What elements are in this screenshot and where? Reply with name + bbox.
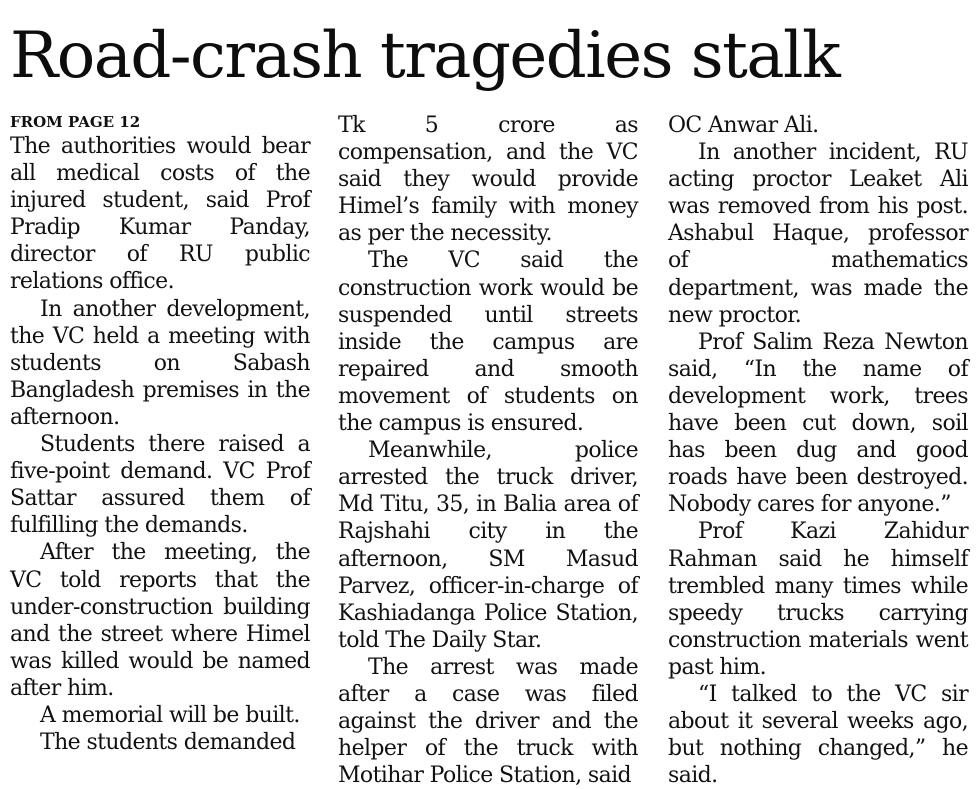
paragraph: Prof Salim Reza Newton said, “In the name of development work, trees have been cut down, soil has been dug and good roads have been destroyed. Nobody cares for anyone.” bbox=[668, 329, 968, 518]
paragraph: A memorial will be built. bbox=[40, 702, 300, 728]
article-column-3 bbox=[668, 112, 968, 789]
paragraph: In another incident, RU acting proctor Leaket Ali was removed from his post. Ashabul Haque, professor of mathematics department, was made the new proctor. bbox=[668, 140, 968, 328]
paragraph: Tk 5 crore as compensation, and the VC said they would provide Himel’s family with money as per the necessity. bbox=[338, 113, 638, 247]
paragraph: Prof Kazi Zahidur Rahman said he himself trembled many times while speedy trucks carrying construction materials went past him. bbox=[668, 519, 968, 680]
article-column-2 bbox=[338, 112, 638, 789]
continuation-kicker: FROM PAGE 12 bbox=[10, 113, 141, 131]
paragraph: “I talked to the VC sir about it several weeks ago, but nothing changed,” he said. bbox=[668, 681, 968, 789]
paragraph: After the meeting, the VC told reports that the under-construction building and the street where Himel was killed would be named after him. bbox=[10, 540, 310, 701]
paragraph: In another development, the VC held a meeting with students on Sabash Bangladesh premises in the afternoon. bbox=[10, 296, 310, 430]
paragraph: Students there raised a five-point demand. VC Prof Sattar assured them of fulfilling the demands. bbox=[10, 432, 310, 539]
paragraph: OC Anwar Ali. bbox=[668, 113, 819, 138]
paragraph: The arrest was made after a case was filed against the driver and the helper of the truck with Motihar Police Station, said bbox=[338, 654, 638, 789]
headline: Road-crash tragedies stalk bbox=[10, 19, 840, 93]
paragraph: The VC said the construction work would be suspended until streets inside the campus are repaired and smooth movement of students on the campus is ensured. bbox=[338, 248, 638, 437]
article-column-1 bbox=[10, 112, 310, 756]
paragraph: Meanwhile, police arrested the truck driver, Md Titu, 35, in Balia area of Rajshahi city in the afternoon, SM Masud Parvez, officer-in-charge of Kashiadanga Police Station, told The Daily Star. bbox=[338, 438, 638, 653]
paragraph: The authorities would bear all medical costs of the injured student, said Prof Pradip Kumar Panday, director of RU public relations office. bbox=[10, 134, 310, 295]
paragraph: The students demanded bbox=[40, 730, 296, 756]
